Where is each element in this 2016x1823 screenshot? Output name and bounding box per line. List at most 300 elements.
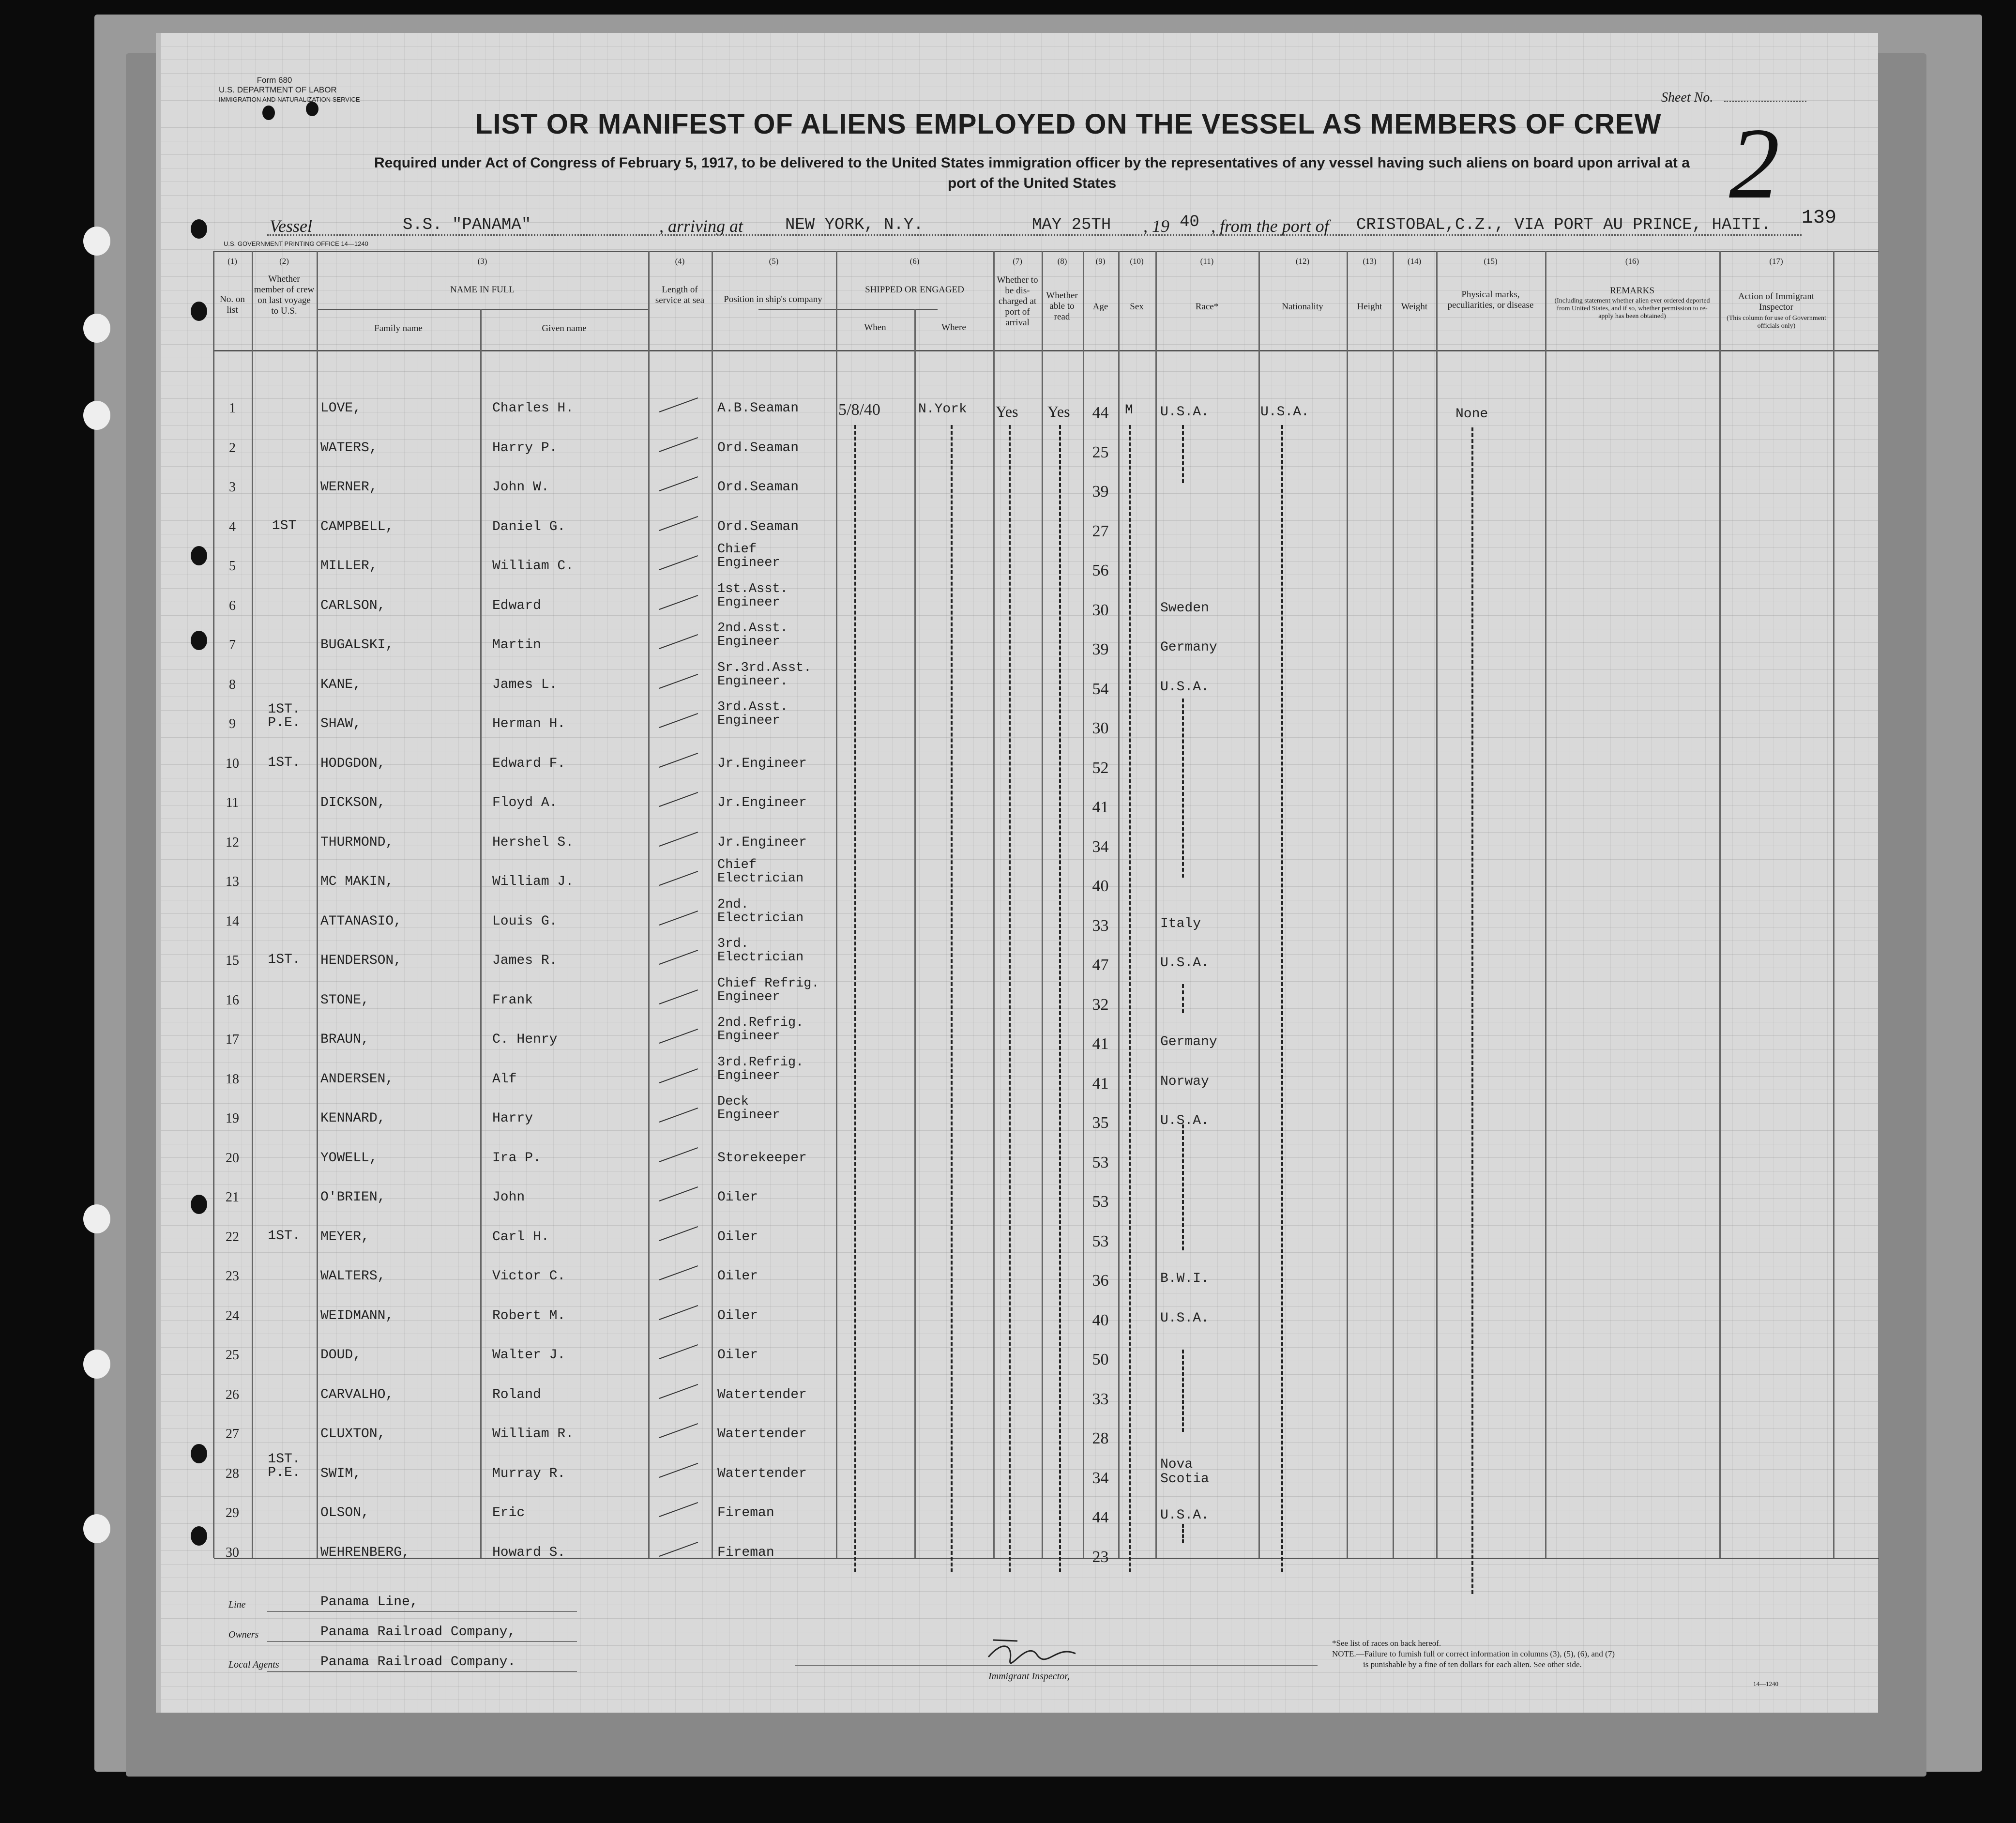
row-number: 8 (229, 677, 236, 692)
col-head-length: Length of service at sea (655, 285, 705, 305)
binder-hole (83, 401, 110, 430)
age: 23 (1092, 1548, 1109, 1566)
shipped-where: N.York (918, 402, 967, 417)
header-bottom-border (214, 350, 1879, 351)
age: 54 (1092, 680, 1109, 698)
col-num-15: (15) (1484, 257, 1498, 266)
position-line-2: Electrician (717, 950, 804, 965)
able-to-read-yes: Yes (1047, 403, 1070, 420)
position: Oiler (717, 1230, 758, 1245)
position-line-2: Electrician (717, 911, 804, 926)
col-rule (1118, 251, 1120, 1558)
last-voyage-mark: 1ST (272, 518, 297, 533)
agents-label: Local Agents (228, 1659, 279, 1670)
footnote (1332, 1638, 1816, 1670)
agents-value: Panama Railroad Company. (320, 1655, 516, 1670)
footnote-penalty: NOTE.—Failure to furnish full or correct information in columns (3), (5), (6), and (7) (1332, 1649, 1615, 1658)
position-line-2: Engineer (717, 1108, 780, 1123)
given-name: Frank (492, 993, 533, 1008)
ditto-mark-race (1182, 1350, 1184, 1432)
punch-hole (262, 106, 275, 120)
col-head-family: Family name (374, 323, 423, 334)
race: U.S.A. (1160, 1113, 1209, 1128)
inspector-label: Immigrant Inspector, (988, 1671, 1070, 1682)
row-number: 24 (226, 1308, 239, 1323)
form-service: IMMIGRATION AND NATURALIZATION SERVICE (219, 96, 360, 103)
position-line-2: Engineer (717, 635, 780, 649)
col-num-3: (3) (477, 257, 487, 266)
col-head-read: Whether able to read (1046, 290, 1078, 322)
col-head-race: Race* (1195, 302, 1219, 312)
age: 53 (1092, 1232, 1109, 1250)
col-rule (712, 251, 713, 1558)
age: 41 (1092, 798, 1109, 816)
sheet-label: Sheet No. (1661, 90, 1713, 105)
position: Fireman (717, 1505, 774, 1520)
form-number: Form 680 (257, 76, 292, 85)
family-name: ATTANASIO, (320, 914, 402, 929)
row-number: 9 (229, 716, 236, 731)
family-name: SHAW, (320, 716, 362, 731)
row-number: 3 (229, 480, 236, 495)
row-number: 22 (226, 1230, 239, 1245)
position: Chief (717, 542, 757, 557)
footer-line (267, 1671, 577, 1672)
age: 28 (1092, 1429, 1109, 1447)
col-rule (1393, 251, 1394, 1558)
row-number: 27 (226, 1427, 239, 1442)
service-tick-mark (659, 1147, 698, 1162)
age: 53 (1092, 1193, 1109, 1211)
position-line-2: Engineer (717, 1029, 780, 1044)
punch-hole (191, 1526, 207, 1546)
position: Fireman (717, 1545, 774, 1560)
service-tick-mark (659, 437, 698, 452)
service-tick-mark (659, 1108, 698, 1123)
position: 2nd. (717, 897, 749, 912)
given-name: Murray R. (492, 1466, 566, 1481)
col-rule (317, 251, 318, 1558)
race: Germany (1160, 640, 1217, 655)
col-head-shipped: SHIPPED OR ENGAGED (865, 285, 964, 295)
position: Jr.Engineer (717, 795, 807, 810)
row-number: 10 (226, 756, 239, 771)
age: 33 (1092, 1390, 1109, 1408)
last-voyage-mark: 1ST. (268, 952, 301, 967)
row-number: 20 (226, 1151, 239, 1166)
family-name: BUGALSKI, (320, 638, 394, 653)
row-number: 30 (226, 1545, 239, 1560)
row-number: 23 (226, 1269, 239, 1284)
ditto-mark-discharged (1009, 425, 1011, 1572)
race: U.S.A. (1160, 1508, 1209, 1523)
family-name: LOVE, (320, 401, 362, 416)
col-head-when: When (864, 322, 886, 333)
row-number: 14 (226, 914, 239, 929)
col-num-1: (1) (227, 257, 237, 266)
position: 1st.Asst. (717, 582, 788, 596)
position: Chief Refrig. (717, 976, 819, 991)
age: 34 (1092, 838, 1109, 856)
age: 32 (1092, 996, 1109, 1014)
position: Watertender (717, 1387, 807, 1402)
line-value: Panama Line, (320, 1595, 418, 1610)
age: 34 (1092, 1469, 1109, 1487)
row-number: 28 (226, 1466, 239, 1481)
age: 35 (1092, 1114, 1109, 1132)
service-tick-mark (659, 753, 698, 768)
col-num-6: (6) (909, 257, 920, 266)
row-number: 5 (229, 559, 236, 574)
ditto-mark-where (951, 425, 953, 1572)
arrival-port: NEW YORK, N.Y. (785, 216, 924, 234)
age: 33 (1092, 917, 1109, 935)
service-tick-mark (659, 1463, 698, 1478)
col-num-13: (13) (1363, 257, 1377, 266)
col-rule (993, 251, 995, 1558)
row-number: 6 (229, 598, 236, 613)
given-name: Daniel G. (492, 519, 566, 534)
owners-value: Panama Railroad Company, (320, 1625, 516, 1640)
position: Watertender (717, 1466, 807, 1481)
age: 41 (1092, 1035, 1109, 1053)
ditto-mark-race (1182, 984, 1184, 1013)
position: Deck (717, 1094, 749, 1109)
punch-hole (191, 219, 207, 239)
vessel-line (267, 234, 1802, 236)
given-name: Floyd A. (492, 795, 558, 810)
service-tick-mark (659, 713, 698, 728)
row-number: 16 (226, 993, 239, 1008)
given-name: Victor C. (492, 1269, 566, 1284)
last-voyage-mark: 1ST. (268, 755, 301, 770)
family-name: CARLSON, (320, 598, 386, 613)
sex-value: M (1125, 403, 1133, 418)
col-rule (1436, 251, 1438, 1558)
manifest-title: LIST OR MANIFEST OF ALIENS EMPLOYED ON THE VESSEL AS MEMBERS OF CREW (475, 108, 1662, 140)
col-head-no: No. on list (220, 294, 245, 315)
family-name: WALTERS, (320, 1269, 386, 1284)
age: 39 (1092, 640, 1109, 658)
sheet-number: 2 (1729, 107, 1780, 220)
col-num-17: (17) (1769, 257, 1783, 266)
given-name: Eric (492, 1505, 525, 1520)
age: 53 (1092, 1154, 1109, 1171)
ditto-mark-race (1182, 1524, 1184, 1543)
punch-hole (191, 1195, 207, 1214)
position: 3rd.Asst. (717, 700, 788, 714)
family-name: DICKSON, (320, 795, 386, 810)
given-name: Howard S. (492, 1545, 566, 1560)
shipped-when: 5/8/40 (838, 401, 880, 419)
col-head-position: Position in ship's company (724, 294, 822, 304)
row-number: 13 (226, 874, 239, 889)
position-line-2: Electrician (717, 871, 804, 886)
punch-hole (191, 631, 207, 650)
family-name: THURMOND, (320, 835, 394, 850)
given-name: William C. (492, 559, 574, 574)
subtitle-line-1: Required under Act of Congress of February 5, 1917, to be delivered to the United States immigration officer by the representatives of any vessel having such aliens on board upon arrival at a (374, 155, 1690, 171)
family-name: KANE, (320, 677, 362, 692)
col-rule (1042, 251, 1043, 1558)
family-name: O'BRIEN, (320, 1190, 386, 1205)
age: 52 (1092, 759, 1109, 777)
family-name: MC MAKIN, (320, 874, 394, 889)
row-number: 21 (226, 1190, 239, 1205)
family-name: YOWELL, (320, 1151, 378, 1166)
position-line-2: Engineer (717, 990, 780, 1004)
vessel-name: S.S. "PANAMA" (403, 216, 531, 234)
service-tick-mark (659, 1305, 698, 1320)
vessel-label: Vessel (270, 216, 312, 236)
given-name: Alf (492, 1072, 517, 1087)
col-head-action-note: (This column for use of Government officials only) (1727, 315, 1826, 330)
position: Jr.Engineer (717, 835, 807, 850)
from-port-label: , from the port of (1211, 216, 1329, 236)
service-tick-mark (659, 832, 698, 847)
binder-hole (83, 314, 110, 343)
ditto-mark-nationality (1281, 425, 1283, 1572)
given-name: Edward F. (492, 756, 566, 771)
position: 2nd.Asst. (717, 621, 788, 636)
position: Oiler (717, 1269, 758, 1284)
family-name: SWIM, (320, 1466, 362, 1481)
col-num-7: (7) (1013, 257, 1022, 266)
family-name: WEIDMANN, (320, 1308, 394, 1323)
age: 40 (1092, 877, 1109, 895)
given-name: Walter J. (492, 1348, 566, 1363)
row-number: 26 (226, 1387, 239, 1402)
punch-hole (191, 302, 207, 321)
service-tick-mark (659, 1226, 698, 1241)
row-number: 15 (226, 953, 239, 968)
position: Oiler (717, 1308, 758, 1323)
ditto-mark-race (1182, 425, 1184, 483)
service-tick-mark (659, 674, 698, 689)
age: 25 (1092, 443, 1109, 461)
owners-label: Owners (228, 1629, 259, 1640)
position: Ord.Seaman (717, 480, 799, 495)
col-rule (1545, 251, 1546, 1558)
position: Storekeeper (717, 1151, 807, 1166)
service-tick-mark (659, 1542, 698, 1557)
position: Oiler (717, 1348, 758, 1363)
col-head-where: Where (941, 322, 966, 333)
ditto-mark-when (854, 425, 856, 1572)
position-line-2: Engineer (717, 714, 780, 728)
service-tick-mark (659, 476, 698, 491)
age: 50 (1092, 1351, 1109, 1368)
arriving-label: , arriving at (659, 216, 743, 236)
race: Nova Scotia (1160, 1457, 1209, 1487)
family-name: CLUXTON, (320, 1427, 386, 1442)
footer-line (267, 1611, 577, 1612)
col-head-name: NAME IN FULL (450, 285, 515, 295)
ditto-mark-sex (1129, 425, 1131, 1572)
family-name: HODGDON, (320, 756, 386, 771)
service-tick-mark (659, 950, 698, 965)
position: Oiler (717, 1190, 758, 1205)
row-number: 1 (229, 401, 236, 416)
position: Ord.Seaman (717, 441, 799, 456)
last-voyage-mark: 1ST. P.E. (268, 1452, 301, 1480)
footer-line (267, 1641, 577, 1642)
service-tick-mark (659, 595, 698, 610)
given-name: Ira P. (492, 1151, 541, 1166)
binder-hole (83, 1204, 110, 1233)
row-number: 18 (226, 1072, 239, 1087)
year-prefix: , 19 (1143, 216, 1169, 236)
given-name: Edward (492, 598, 541, 613)
sheet-line (1724, 101, 1806, 102)
given-name: Martin (492, 638, 541, 653)
arrival-year: 40 (1180, 213, 1199, 231)
from-port: CRISTOBAL,C.Z., VIA PORT AU PRINCE, HAITI. (1356, 216, 1771, 234)
service-tick-mark (659, 1423, 698, 1438)
punch-hole (191, 1444, 207, 1463)
punch-hole (191, 546, 207, 565)
service-tick-mark (659, 1029, 698, 1044)
row-number: 17 (226, 1032, 239, 1047)
family-name: MEYER, (320, 1230, 369, 1245)
race: U.S.A. (1160, 680, 1209, 695)
position-line-2: Engineer (717, 556, 780, 570)
position: Ord.Seaman (717, 519, 799, 534)
age: 41 (1092, 1075, 1109, 1093)
service-tick-mark (659, 1068, 698, 1083)
given-name: Hershel S. (492, 835, 574, 850)
footer-code: 14—1240 (1753, 1680, 1778, 1687)
family-name: BRAUN, (320, 1032, 369, 1047)
col-head-remarks: REMARKS (1610, 286, 1654, 296)
col-rule (480, 309, 482, 1558)
family-name: MILLER, (320, 559, 378, 574)
family-name: OLSON, (320, 1505, 369, 1520)
col-head-height: Height (1357, 302, 1382, 312)
service-tick-mark (659, 397, 698, 412)
family-name: WERNER, (320, 480, 378, 495)
row-number: 2 (229, 441, 236, 456)
age: 47 (1092, 956, 1109, 974)
binder-hole (83, 1514, 110, 1543)
form-identifier (219, 76, 360, 105)
service-tick-mark (659, 989, 698, 1004)
manifest-page (156, 33, 1878, 1713)
given-name: William J. (492, 874, 574, 889)
footnote-penalty-2: is punishable by a fine of ten dollars for each alien. See other side. (1363, 1660, 1582, 1669)
service-tick-mark (659, 792, 698, 807)
col-rule (914, 309, 916, 1558)
printer-note: U.S. GOVERNMENT PRINTING OFFICE 14—1240 (224, 240, 368, 247)
race: Norway (1160, 1074, 1209, 1089)
col-rule (1719, 251, 1721, 1558)
col-num-8: (8) (1057, 257, 1067, 266)
col-head-remarks-note: (Including statement whether alien ever ordered deported from United States, and if so, whether permission to re- apply has been obtained) (1554, 297, 1710, 320)
family-name: ANDERSEN, (320, 1072, 394, 1087)
position-line-2: Engineer. (717, 674, 788, 689)
given-name: William R. (492, 1427, 574, 1442)
family-name: WEHRENBERG, (320, 1545, 410, 1560)
given-name: John (492, 1190, 525, 1205)
arrival-date: MAY 25TH (1032, 216, 1111, 234)
col-num-5: (5) (769, 257, 779, 266)
service-tick-mark (659, 871, 698, 886)
given-name: Charles H. (492, 401, 574, 416)
given-name: Louis G. (492, 914, 558, 929)
position: 3rd. (717, 937, 749, 951)
col-num-9: (9) (1095, 257, 1106, 266)
table-top-border (214, 251, 1879, 252)
age: 30 (1092, 719, 1109, 737)
given-name: Herman H. (492, 716, 566, 731)
row-number: 12 (226, 835, 239, 850)
col-rule (1833, 251, 1834, 1558)
family-name: DOUD, (320, 1348, 362, 1363)
race: Italy (1160, 916, 1201, 931)
col-num-11: (11) (1200, 257, 1214, 266)
row-number: 19 (226, 1111, 239, 1126)
position: A.B.Seaman (717, 401, 799, 416)
col-rule (1347, 251, 1348, 1558)
position: Chief (717, 858, 757, 872)
position-line-2: Engineer (717, 1069, 780, 1083)
family-name: CAMPBELL, (320, 519, 394, 534)
age: 44 (1092, 404, 1109, 422)
col-head-sex: Sex (1130, 302, 1144, 312)
binder-hole (83, 227, 110, 256)
position-line-2: Engineer (717, 595, 780, 610)
col-rule (252, 251, 253, 1558)
last-voyage-mark: 1ST. (268, 1229, 301, 1244)
position: Sr.3rd.Asst. (717, 661, 812, 675)
service-tick-mark (659, 1344, 698, 1359)
col-rule (648, 251, 650, 1558)
ditto-mark-marks (1471, 427, 1473, 1594)
age: 40 (1092, 1311, 1109, 1329)
race: U.S.A. (1160, 1311, 1209, 1326)
age: 30 (1092, 601, 1109, 619)
given-name: James R. (492, 953, 558, 968)
given-name: Harry P. (492, 441, 558, 456)
line-label: Line (228, 1599, 246, 1610)
col-num-2: (2) (279, 257, 289, 266)
row-number: 4 (229, 519, 236, 534)
race-first: U.S.A. (1160, 405, 1209, 420)
service-tick-mark (659, 1384, 698, 1399)
col-num-14: (14) (1407, 257, 1422, 266)
position: 2nd.Refrig. (717, 1016, 804, 1030)
col-rule (836, 251, 837, 1558)
last-voyage-mark: 1ST. P.E. (268, 702, 301, 730)
col-head-last-voyage: Whether member of crew on last voyage to U.S. (254, 274, 315, 316)
given-name: C. Henry (492, 1032, 558, 1047)
family-name: CARVALHO, (320, 1387, 394, 1402)
col-head-weight: Weight (1401, 302, 1428, 312)
service-tick-mark (659, 1265, 698, 1280)
family-name: HENDERSON, (320, 953, 402, 968)
age: 39 (1092, 483, 1109, 501)
footnote-races: *See list of races on back hereof. (1332, 1639, 1441, 1648)
race: Germany (1160, 1034, 1217, 1049)
col-num-12: (12) (1295, 257, 1310, 266)
race: B.W.I. (1160, 1271, 1209, 1286)
service-tick-mark (659, 634, 698, 649)
marks-first: None (1455, 407, 1488, 422)
col-rule (1155, 251, 1157, 1558)
age: 36 (1092, 1272, 1109, 1290)
family-name: KENNARD, (320, 1111, 386, 1126)
discharged-yes: Yes (996, 403, 1018, 420)
